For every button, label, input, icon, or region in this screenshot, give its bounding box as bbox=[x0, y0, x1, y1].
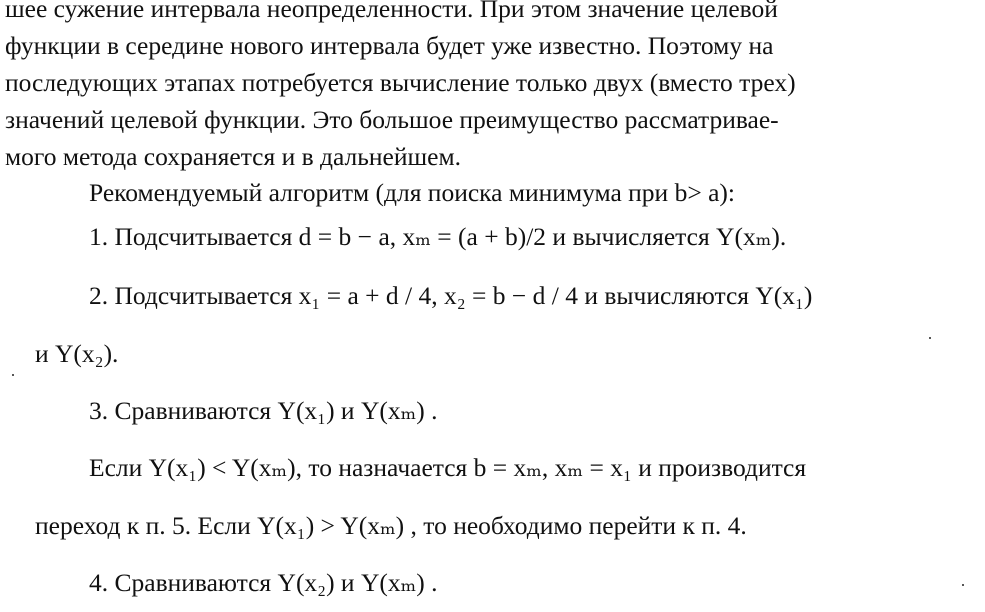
scan-speck bbox=[12, 374, 14, 376]
condition-line-1: Если Y(x₁) < Y(xₘ), то назначается b = xₘ, xₘ = x₁ и производится bbox=[89, 453, 807, 482]
intro-line-3: последующих этапах потребуется вычисление только двух (вместо трех) bbox=[5, 68, 796, 97]
algorithm-step-4: 4. Сравниваются Y(x₂) и Y(xₘ) . bbox=[89, 568, 438, 597]
scan-speck bbox=[929, 337, 931, 339]
algorithm-step-3: 3. Сравниваются Y(x₁) и Y(xₘ) . bbox=[89, 396, 438, 425]
condition-line-2: переход к п. 5. Если Y(x₁) > Y(xₘ) , то необходимо перейти к п. 4. bbox=[35, 511, 747, 540]
intro-line-2: функции в середине нового интервала будет уже известно. Поэтому на bbox=[5, 31, 774, 60]
algorithm-step-2-line-1: 2. Подсчитывается x₁ = a + d / 4, x₂ = b − d / 4 и вычисляются Y(x₁) bbox=[89, 281, 813, 310]
scan-speck bbox=[962, 584, 964, 586]
intro-line-1: шее сужение интервала неопределенности. При этом значение целевой bbox=[5, 0, 778, 23]
algorithm-heading: Рекомендуемый алгоритм (для поиска минимума при b> a): bbox=[89, 178, 735, 207]
algorithm-step-1: 1. Подсчитывается d = b − a, xₘ = (a + b)/2 и вычисляется Y(xₘ). bbox=[89, 222, 787, 251]
intro-line-4: значений целевой функции. Это большое преимущество рассматривае- bbox=[5, 105, 779, 134]
intro-line-5: мого метода сохраняется и в дальнейшем. bbox=[5, 142, 461, 171]
algorithm-step-2-line-2: и Y(x₂). bbox=[35, 339, 119, 368]
